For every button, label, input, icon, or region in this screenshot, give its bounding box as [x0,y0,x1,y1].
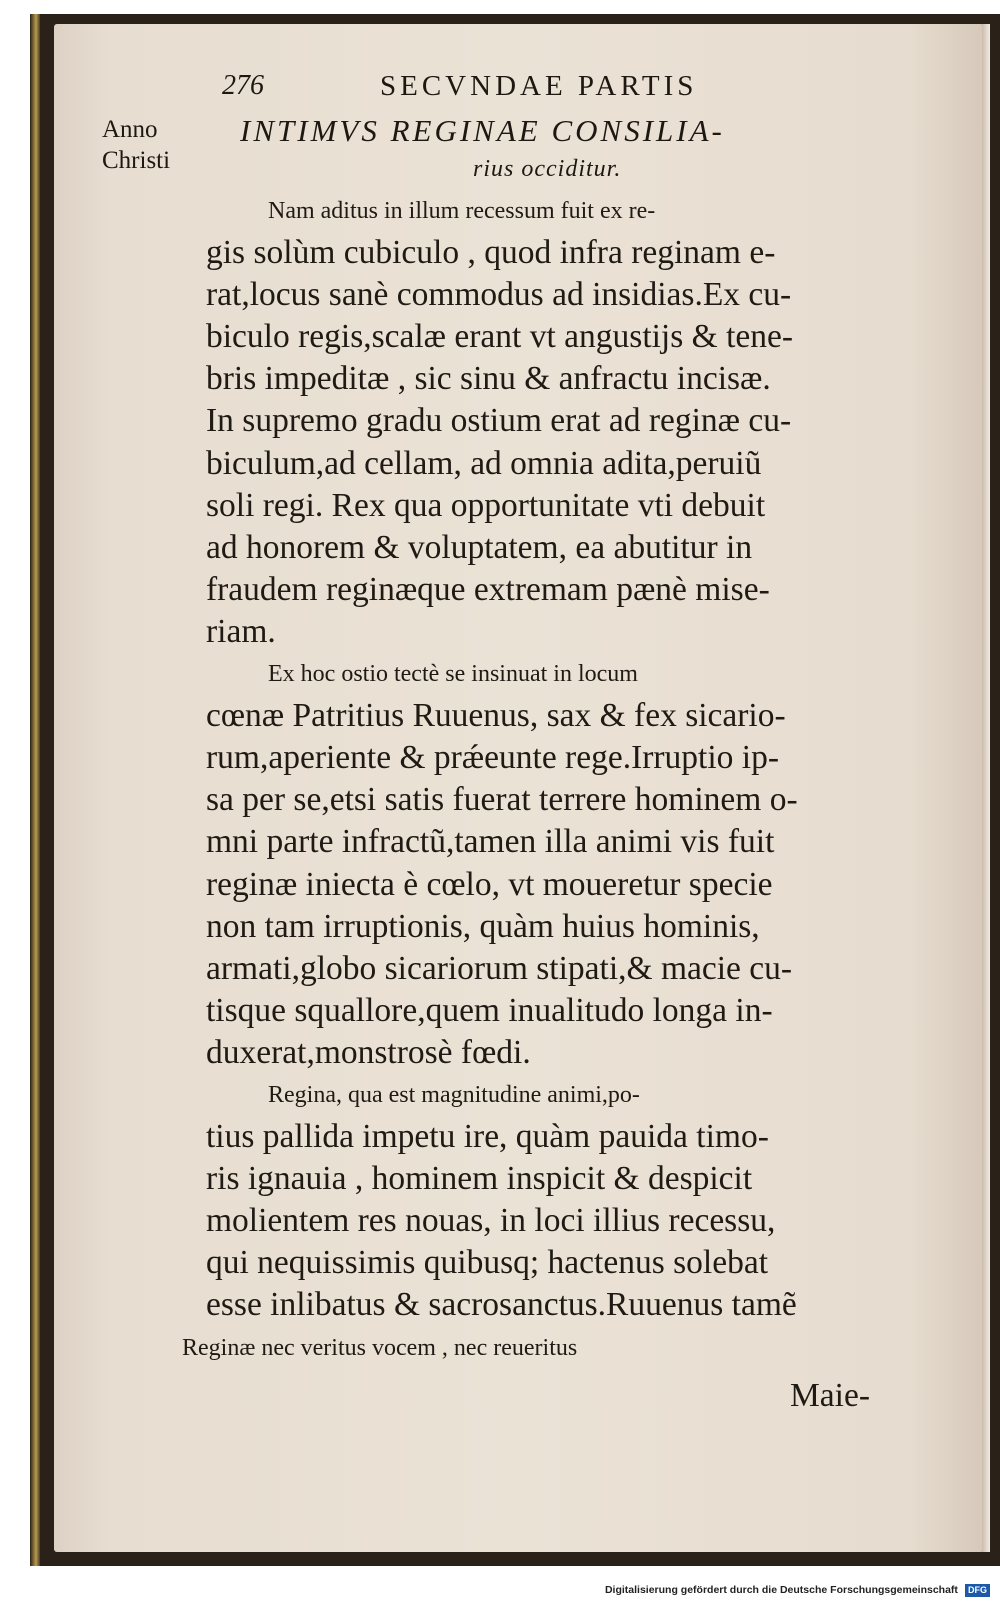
gilt-edge [30,14,40,1566]
text-line: esse inlibatus & sacrosanctus.Ruuenus tamẽ [206,1286,797,1324]
text-line: mni parte infractũ,tamen illa animi vis fuit [206,823,775,861]
text-line: In supremo gradu ostium erat ad reginæ cu- [206,402,792,440]
text-line: biculo regis,scalæ erant vt angustijs & tene- [206,318,794,356]
text-line: Nam aditus in illum recessum fuit ex re- [268,198,656,224]
text-line: soli regi. Rex qua opportunitate vti debuit [206,486,766,524]
text-line: rat,locus sanè commodus ad insidias.Ex cu- [206,276,792,314]
text-line: riam. [206,612,276,650]
running-head [222,70,922,106]
text-line: tius pallida impetu ire, quàm pauida timo- [206,1118,769,1156]
text-line: ad honorem & voluptatem, ea abutitur in [206,528,753,566]
text-line: cœnæ Patritius Ruuenus, sax & fex sicario- [206,697,786,735]
text-line: ris ignauia , hominem inspicit & despicit [206,1160,753,1198]
margin-note-line: Christi [102,147,171,174]
running-head-title: SECVNDAE PARTIS [380,70,698,102]
text-line: Reginæ nec veritus vocem , nec reueritus [182,1334,578,1361]
body-text [182,190,921,1369]
catchword: Maie- [790,1377,870,1414]
dfg-logo: DFG [965,1584,990,1597]
margin-note [102,114,212,176]
credit-text: Digitalisierung gefördert durch die Deutsche Forschungsgemeinschaft [604,1584,958,1596]
section-heading-line: rius occiditur. [473,156,622,182]
text-line: bris impeditæ , sic sinu & anfractu incisæ. [206,360,771,398]
text-line: armati,globo sicariorum stipati,& macie cu- [206,949,793,987]
text-line: tisque squallore,quem inualitudo longa in- [206,991,773,1029]
text-line: rum,aperiente & prǽeunte rege.Irruptio ip- [206,739,780,777]
text-line: Ex hoc ostio tectè se insinuat in locum [268,661,638,688]
section-heading-line: INTIMVS REGINAE CONSILIA- [240,113,725,148]
text-line: biculum,ad cellam, ad omnia adita,peruiũ [206,444,762,482]
page-edge [982,24,990,1552]
digitization-credit [0,1580,990,1600]
text-line: gis solùm cubiculo , quod infra reginam e- [206,234,776,272]
text-line: molientem res nouas, in loci illius recessu, [206,1202,776,1240]
text-line: non tam irruptionis, quàm huius hominis, [206,907,760,945]
margin-note-line: Anno [102,116,158,143]
text-line: Regina, qua est magnitudine animi,po- [268,1081,640,1108]
text-line: duxerat,monstrosè fœdi. [206,1033,531,1071]
text-line: sa per se,etsi satis fuerat terrere hominem o- [206,781,798,819]
text-line: reginæ iniecta è cœlo, vt moueretur specie [206,865,773,903]
page-number: 276 [222,70,264,101]
text-line: fraudem reginæque extremam pænè mise- [206,570,770,608]
text-line: qui nequissimis quibusq; hactenus solebat [206,1244,769,1282]
section-heading [240,112,930,188]
